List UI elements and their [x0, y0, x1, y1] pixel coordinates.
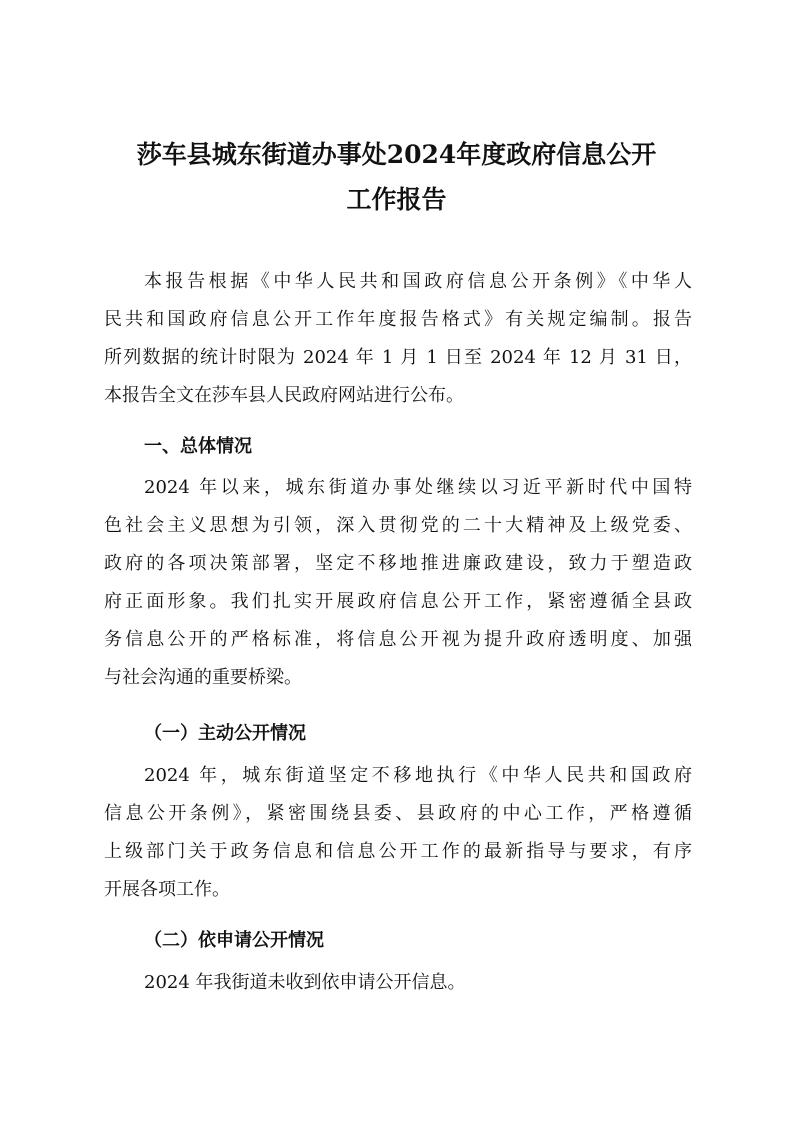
request-disclosure-paragraph	[104, 964, 692, 1002]
overview-line: 与社会沟通的重要桥梁。	[104, 667, 302, 688]
overview-line: 色社会主义思想为引领，深入贯彻党的二十大精神及上级党委、	[104, 515, 692, 536]
proactive-disclosure-paragraph	[104, 757, 692, 909]
subheading-request-disclosure: （二）依申请公开情况	[144, 930, 324, 951]
subheading-proactive-disclosure: （一）主动公开情况	[144, 723, 306, 744]
overview-line: 府正面形象。我们扎实开展政府信息公开工作，紧密遵循全县政	[104, 591, 692, 612]
section-heading-overview: 一、总体情况	[144, 436, 252, 457]
intro-line: 本报告根据《中华人民共和国政府信息公开条例》《中华人	[144, 271, 692, 292]
intro-line: 民共和国政府信息公开工作年度报告格式》有关规定编制。报告	[104, 309, 692, 330]
overview-line: 务信息公开的严格标准，将信息公开视为提升政府透明度、加强	[104, 629, 692, 650]
request-line: 2024 年我街道未收到依申请公开信息。	[144, 972, 466, 993]
report-title-line-1: 莎车县城东街道办事处2024年度政府信息公开	[136, 140, 657, 169]
proactive-line: 信息公开条例》，紧密围绕县委、县政府的中心工作，严格遵循	[104, 803, 692, 824]
proactive-line: 2024 年，城东街道坚定不移地执行《中华人民共和国政府	[144, 765, 692, 786]
overview-line: 政府的各项决策部署，坚定不移地推进廉政建设，致力于塑造政	[104, 553, 692, 574]
intro-line: 所列数据的统计时限为 2024 年 1 月 1 日至 2024 年 12 月 31 日，	[104, 347, 692, 368]
intro-paragraph	[104, 263, 692, 415]
intro-line: 本报告全文在莎车县人民政府网站进行公布。	[104, 385, 464, 406]
overview-paragraph	[104, 469, 692, 697]
overview-line: 2024 年以来，城东街道办事处继续以习近平新时代中国特	[144, 477, 692, 498]
proactive-line: 上级部门关于政务信息和信息公开工作的最新指导与要求，有序	[104, 841, 692, 862]
proactive-line: 开展各项工作。	[104, 879, 230, 900]
report-title-line-2: 工作报告	[346, 185, 447, 214]
